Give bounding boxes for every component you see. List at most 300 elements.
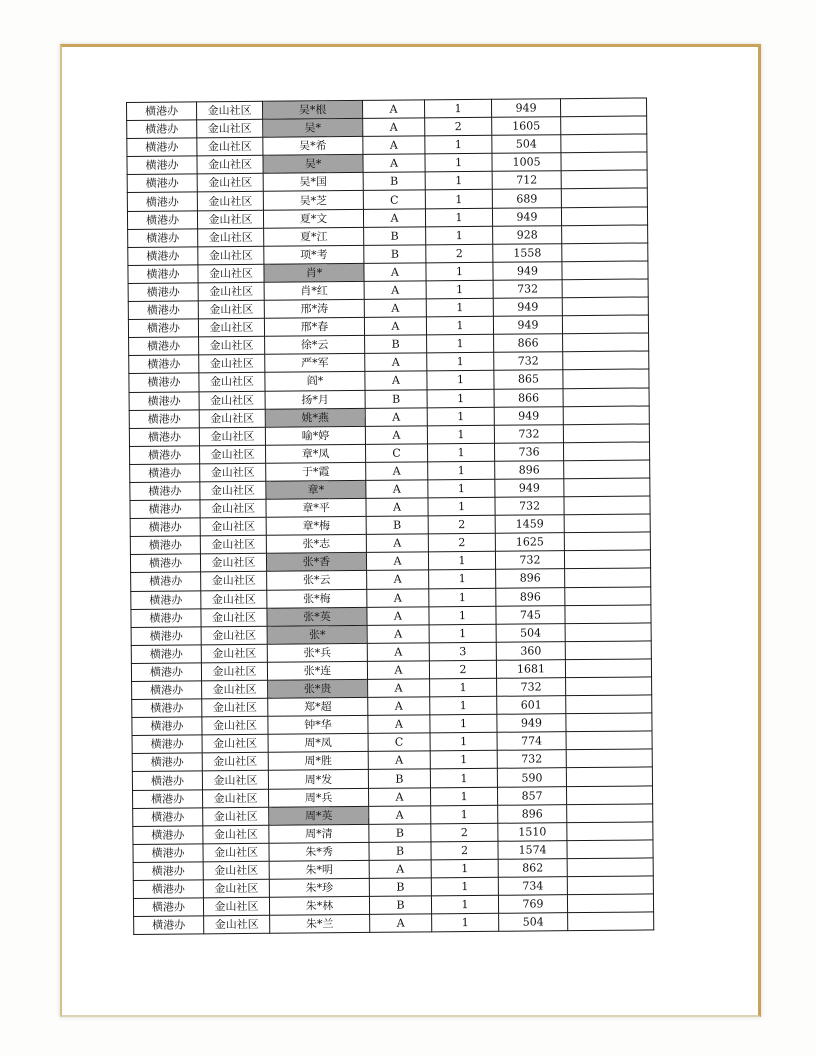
count-cell: 1	[431, 805, 498, 824]
name-cell: 章*梅	[266, 517, 366, 536]
blank-cell	[561, 188, 647, 207]
amount-cell: 745	[496, 605, 565, 624]
grade-cell: B	[365, 389, 427, 408]
count-cell: 1	[426, 280, 493, 299]
amount-cell: 865	[494, 370, 563, 389]
amount-cell: 949	[493, 298, 562, 317]
name-cell: 周*兵	[268, 788, 368, 807]
count-cell: 1	[427, 407, 494, 426]
amount-cell: 601	[497, 696, 566, 715]
name-cell: 徐*云	[265, 336, 365, 355]
community-cell: 金山社区	[199, 427, 265, 446]
grade-cell: A	[368, 715, 430, 734]
blank-cell	[561, 134, 647, 153]
blank-cell	[566, 749, 652, 768]
count-cell: 1	[427, 389, 494, 408]
amount-cell: 1005	[492, 153, 561, 172]
amount-cell: 732	[495, 497, 564, 516]
blank-cell	[568, 912, 654, 931]
office-cell: 横港办	[127, 210, 197, 229]
name-cell: 吴*希	[263, 137, 363, 156]
office-cell: 横港办	[131, 663, 201, 682]
office-cell: 横港办	[127, 138, 197, 157]
count-cell: 1	[431, 895, 498, 914]
count-cell: 1	[425, 154, 492, 173]
grade-cell: B	[364, 245, 426, 264]
name-cell: 严*军	[265, 354, 365, 373]
community-cell: 金山社区	[201, 644, 267, 663]
community-cell: 金山社区	[203, 861, 269, 880]
community-cell: 金山社区	[198, 282, 264, 301]
name-cell: 张*兵	[267, 643, 367, 662]
office-cell: 横港办	[133, 844, 203, 863]
count-cell: 1	[429, 606, 496, 625]
community-cell: 金山社区	[201, 626, 267, 645]
grade-cell: C	[368, 733, 430, 752]
amount-cell: 1558	[493, 243, 562, 262]
amount-cell: 949	[492, 207, 561, 226]
name-cell: 钟*华	[268, 716, 368, 735]
community-cell: 金山社区	[197, 192, 263, 211]
grade-cell: A	[365, 407, 427, 426]
count-cell: 1	[427, 425, 494, 444]
office-cell: 横港办	[130, 464, 200, 483]
name-cell: 周*胜	[268, 752, 368, 771]
amount-cell: 360	[496, 642, 565, 661]
name-cell: 周*清	[269, 824, 369, 843]
grade-cell: A	[363, 208, 425, 227]
office-cell: 横港办	[133, 862, 203, 881]
community-cell: 金山社区	[200, 481, 266, 500]
blank-cell	[563, 406, 649, 425]
name-cell: 扬*月	[265, 390, 365, 409]
community-cell: 金山社区	[200, 463, 266, 482]
name-cell: 吴*国	[263, 173, 363, 192]
blank-cell	[563, 369, 649, 388]
grade-cell: A	[366, 552, 428, 571]
community-cell: 金山社区	[202, 716, 268, 735]
name-cell: 张*志	[266, 535, 366, 554]
community-cell: 金山社区	[199, 373, 265, 392]
office-cell: 横港办	[128, 247, 198, 266]
count-cell: 1	[425, 135, 492, 154]
name-cell: 邢*涛	[264, 299, 364, 318]
blank-cell	[565, 623, 651, 642]
office-cell: 横港办	[133, 808, 203, 827]
name-cell: 张*连	[267, 661, 367, 680]
blank-cell	[565, 586, 651, 605]
name-cell: 朱*明	[269, 860, 369, 879]
community-cell: 金山社区	[198, 264, 264, 283]
amount-cell: 732	[497, 678, 566, 697]
community-cell: 金山社区	[198, 246, 264, 265]
name-cell: 邢*春	[264, 318, 364, 337]
blank-cell	[564, 550, 650, 569]
community-cell: 金山社区	[197, 137, 263, 156]
amount-cell: 949	[497, 714, 566, 733]
community-cell: 金山社区	[199, 337, 265, 356]
community-cell: 金山社区	[203, 897, 269, 916]
blank-cell	[565, 568, 651, 587]
community-cell: 金山社区	[198, 318, 264, 337]
grade-cell: A	[365, 371, 427, 390]
count-cell: 1	[429, 624, 496, 643]
count-cell: 1	[430, 751, 497, 770]
grade-cell: A	[367, 570, 429, 589]
community-cell: 金山社区	[202, 771, 268, 790]
blank-cell	[562, 261, 648, 280]
amount-cell: 504	[492, 135, 561, 154]
office-cell: 横港办	[133, 789, 203, 808]
blank-cell	[561, 170, 647, 189]
name-cell: 章*平	[266, 498, 366, 517]
community-cell: 金山社区	[199, 391, 265, 410]
community-cell: 金山社区	[197, 119, 263, 138]
count-cell: 1	[426, 262, 493, 281]
office-cell: 横港办	[127, 156, 197, 175]
grade-cell: B	[369, 896, 431, 915]
amount-cell: 590	[497, 768, 566, 787]
grade-cell: A	[363, 118, 425, 137]
grade-cell: A	[367, 661, 429, 680]
amount-cell: 732	[493, 280, 562, 299]
name-cell: 吴*	[263, 119, 363, 138]
count-cell: 2	[428, 515, 495, 534]
community-cell: 金山社区	[201, 572, 267, 591]
blank-cell	[562, 243, 648, 262]
name-cell: 夏*文	[263, 209, 363, 228]
amount-cell: 928	[493, 225, 562, 244]
blank-cell	[565, 659, 651, 678]
count-cell: 1	[432, 913, 499, 932]
grade-cell: A	[368, 697, 430, 716]
count-cell: 1	[425, 208, 492, 227]
name-cell: 周*发	[268, 770, 368, 789]
grade-cell: A	[370, 914, 432, 933]
community-cell: 金山社区	[202, 735, 268, 754]
blank-cell	[565, 605, 651, 624]
count-cell: 1	[426, 316, 493, 335]
amount-cell: 732	[494, 424, 563, 443]
blank-cell	[567, 804, 653, 823]
blank-cell	[567, 840, 653, 859]
grade-cell: A	[366, 498, 428, 517]
amount-cell: 712	[492, 171, 561, 190]
community-cell: 金山社区	[204, 915, 270, 934]
community-cell: 金山社区	[203, 843, 269, 862]
count-cell: 2	[426, 244, 493, 263]
blank-cell	[561, 207, 647, 226]
count-cell: 2	[431, 823, 498, 842]
grade-cell: B	[363, 172, 425, 191]
community-cell: 金山社区	[200, 536, 266, 555]
count-cell: 1	[428, 552, 495, 571]
amount-cell: 734	[498, 877, 567, 896]
community-cell: 金山社区	[200, 445, 266, 464]
count-cell: 1	[430, 787, 497, 806]
amount-cell: 866	[494, 334, 563, 353]
amount-cell: 857	[497, 786, 566, 805]
amount-cell: 1574	[498, 841, 567, 860]
blank-cell	[561, 152, 647, 171]
count-cell: 1	[431, 859, 498, 878]
community-cell: 金山社区	[201, 608, 267, 627]
grade-cell: A	[368, 751, 430, 770]
blank-cell	[567, 876, 653, 895]
amount-cell: 689	[492, 189, 561, 208]
grade-cell: A	[367, 607, 429, 626]
amount-cell: 949	[491, 99, 560, 118]
office-cell: 横港办	[132, 735, 202, 754]
count-cell: 1	[426, 298, 493, 317]
office-cell: 横港办	[130, 482, 200, 501]
count-cell: 1	[431, 877, 498, 896]
count-cell: 1	[427, 353, 494, 372]
amount-cell: 732	[494, 352, 563, 371]
office-cell: 横港办	[128, 283, 198, 302]
office-cell: 横港办	[130, 536, 200, 555]
blank-cell	[564, 460, 650, 479]
office-cell: 横港办	[129, 409, 199, 428]
community-cell: 金山社区	[202, 698, 268, 717]
office-cell: 横港办	[130, 446, 200, 465]
count-cell: 1	[428, 497, 495, 516]
community-cell: 金山社区	[203, 789, 269, 808]
grade-cell: B	[369, 842, 431, 861]
community-cell: 金山社区	[197, 101, 263, 120]
name-cell: 张*	[267, 625, 367, 644]
community-cell: 金山社区	[198, 228, 264, 247]
blank-cell	[560, 98, 646, 117]
amount-cell: 862	[498, 859, 567, 878]
name-cell: 张*云	[267, 571, 367, 590]
amount-cell: 949	[493, 316, 562, 335]
amount-cell: 736	[494, 442, 563, 461]
office-cell: 横港办	[132, 717, 202, 736]
community-cell: 金山社区	[201, 662, 267, 681]
blank-cell	[563, 442, 649, 461]
community-cell: 金山社区	[202, 753, 268, 772]
community-cell: 金山社区	[197, 210, 263, 229]
name-cell: 张*香	[266, 553, 366, 572]
grade-cell: A	[367, 625, 429, 644]
office-cell: 横港办	[132, 771, 202, 790]
count-cell: 1	[430, 678, 497, 697]
community-cell: 金山社区	[203, 825, 269, 844]
blank-cell	[566, 677, 652, 696]
blank-cell	[562, 225, 648, 244]
office-cell: 横港办	[127, 192, 197, 211]
amount-cell: 732	[495, 551, 564, 570]
grade-cell: B	[368, 769, 430, 788]
blank-cell	[565, 641, 651, 660]
grade-cell: A	[369, 860, 431, 879]
grade-cell: B	[366, 516, 428, 535]
grade-cell: A	[363, 136, 425, 155]
count-cell: 1	[427, 443, 494, 462]
amount-cell: 732	[497, 750, 566, 769]
blank-cell	[563, 351, 649, 370]
name-cell: 朱*秀	[269, 842, 369, 861]
name-cell: 肖*	[264, 263, 364, 282]
office-cell: 横港办	[133, 898, 203, 917]
office-cell: 横港办	[127, 174, 197, 193]
amount-cell: 504	[499, 913, 568, 932]
office-cell: 横港办	[127, 120, 197, 139]
grade-cell: A	[363, 154, 425, 173]
amount-cell: 1510	[498, 822, 567, 841]
office-cell: 横港办	[129, 355, 199, 374]
community-cell: 金山社区	[197, 156, 263, 175]
amount-cell: 1459	[495, 515, 564, 534]
roster-table-body	[127, 98, 654, 935]
count-cell: 1	[428, 461, 495, 480]
office-cell: 横港办	[132, 699, 202, 718]
name-cell: 张*贵	[268, 679, 368, 698]
blank-cell	[563, 333, 649, 352]
office-cell: 横港办	[132, 681, 202, 700]
blank-cell	[566, 785, 652, 804]
count-cell: 1	[430, 769, 497, 788]
grade-cell: A	[364, 281, 426, 300]
grade-cell: A	[364, 299, 426, 318]
grade-cell: C	[363, 190, 425, 209]
office-cell: 横港办	[129, 337, 199, 356]
amount-cell: 769	[498, 895, 567, 914]
table-container	[126, 97, 654, 935]
blank-cell	[562, 297, 648, 316]
name-cell: 夏*江	[264, 227, 364, 246]
office-cell: 横港办	[127, 102, 197, 121]
name-cell: 喻*婷	[265, 426, 365, 445]
community-cell: 金山社区	[200, 499, 266, 518]
count-cell: 1	[430, 733, 497, 752]
community-cell: 金山社区	[200, 517, 266, 536]
office-cell: 横港办	[128, 229, 198, 248]
grade-cell: A	[365, 426, 427, 445]
name-cell: 朱*林	[269, 897, 369, 916]
grade-cell: A	[369, 806, 431, 825]
grade-cell: A	[366, 534, 428, 553]
name-cell: 项*考	[264, 245, 364, 264]
office-cell: 横港办	[130, 518, 200, 537]
roster-table	[126, 97, 654, 935]
name-cell: 郑*超	[268, 698, 368, 717]
blank-cell	[562, 279, 648, 298]
amount-cell: 866	[494, 388, 563, 407]
grade-cell: B	[369, 878, 431, 897]
name-cell: 周*英	[269, 806, 369, 825]
community-cell: 金山社区	[199, 409, 265, 428]
office-cell: 横港办	[131, 627, 201, 646]
amount-cell: 1681	[496, 660, 565, 679]
office-cell: 横港办	[131, 590, 201, 609]
office-cell: 横港办	[128, 319, 198, 338]
count-cell: 1	[424, 99, 491, 118]
name-cell: 肖*红	[264, 281, 364, 300]
grade-cell: A	[366, 462, 428, 481]
office-cell: 横港办	[131, 572, 201, 591]
grade-cell: A	[364, 317, 426, 336]
grade-cell: A	[367, 643, 429, 662]
office-cell: 横港办	[128, 265, 198, 284]
office-cell: 横港办	[128, 301, 198, 320]
community-cell: 金山社区	[198, 300, 264, 319]
count-cell: 2	[428, 534, 495, 553]
count-cell: 1	[425, 172, 492, 191]
office-cell: 横港办	[130, 500, 200, 519]
amount-cell: 896	[498, 804, 567, 823]
blank-cell	[564, 514, 650, 533]
name-cell: 朱*兰	[270, 915, 370, 934]
grade-cell: B	[365, 335, 427, 354]
name-cell: 张*梅	[267, 589, 367, 608]
blank-cell	[567, 822, 653, 841]
grade-cell: B	[364, 227, 426, 246]
amount-cell: 949	[493, 262, 562, 281]
grade-cell: A	[368, 787, 430, 806]
blank-cell	[563, 387, 649, 406]
count-cell: 1	[427, 335, 494, 354]
blank-cell	[566, 713, 652, 732]
community-cell: 金山社区	[199, 355, 265, 374]
blank-cell	[567, 858, 653, 877]
grade-cell: A	[368, 679, 430, 698]
count-cell: 1	[426, 226, 493, 245]
name-cell: 章*凤	[265, 444, 365, 463]
blank-cell	[566, 767, 652, 786]
amount-cell: 774	[497, 732, 566, 751]
count-cell: 1	[427, 371, 494, 390]
office-cell: 横港办	[129, 428, 199, 447]
office-cell: 横港办	[130, 554, 200, 573]
office-cell: 横港办	[134, 916, 204, 935]
count-cell: 2	[425, 117, 492, 136]
community-cell: 金山社区	[200, 554, 266, 573]
grade-cell: A	[364, 263, 426, 282]
amount-cell: 896	[496, 569, 565, 588]
name-cell: 张*英	[267, 607, 367, 626]
grade-cell: A	[365, 353, 427, 372]
amount-cell: 896	[495, 461, 564, 480]
amount-cell: 1625	[495, 533, 564, 552]
amount-cell: 1605	[492, 117, 561, 136]
grade-cell: C	[365, 444, 427, 463]
blank-cell	[567, 894, 653, 913]
name-cell: 吴*根	[262, 100, 362, 119]
name-cell: 于*霞	[266, 462, 366, 481]
community-cell: 金山社区	[197, 174, 263, 193]
community-cell: 金山社区	[202, 680, 268, 699]
name-cell: 吴*芝	[263, 191, 363, 210]
grade-cell: B	[369, 824, 431, 843]
office-cell: 横港办	[132, 753, 202, 772]
blank-cell	[564, 478, 650, 497]
count-cell: 3	[429, 642, 496, 661]
count-cell: 1	[430, 696, 497, 715]
office-cell: 横港办	[129, 373, 199, 392]
count-cell: 1	[429, 588, 496, 607]
name-cell: 姚*燕	[265, 408, 365, 427]
count-cell: 1	[425, 190, 492, 209]
amount-cell: 949	[494, 406, 563, 425]
grade-cell: A	[362, 100, 424, 119]
blank-cell	[562, 315, 648, 334]
community-cell: 金山社区	[203, 879, 269, 898]
blank-cell	[561, 116, 647, 135]
name-cell: 周*凤	[268, 734, 368, 753]
office-cell: 横港办	[133, 880, 203, 899]
